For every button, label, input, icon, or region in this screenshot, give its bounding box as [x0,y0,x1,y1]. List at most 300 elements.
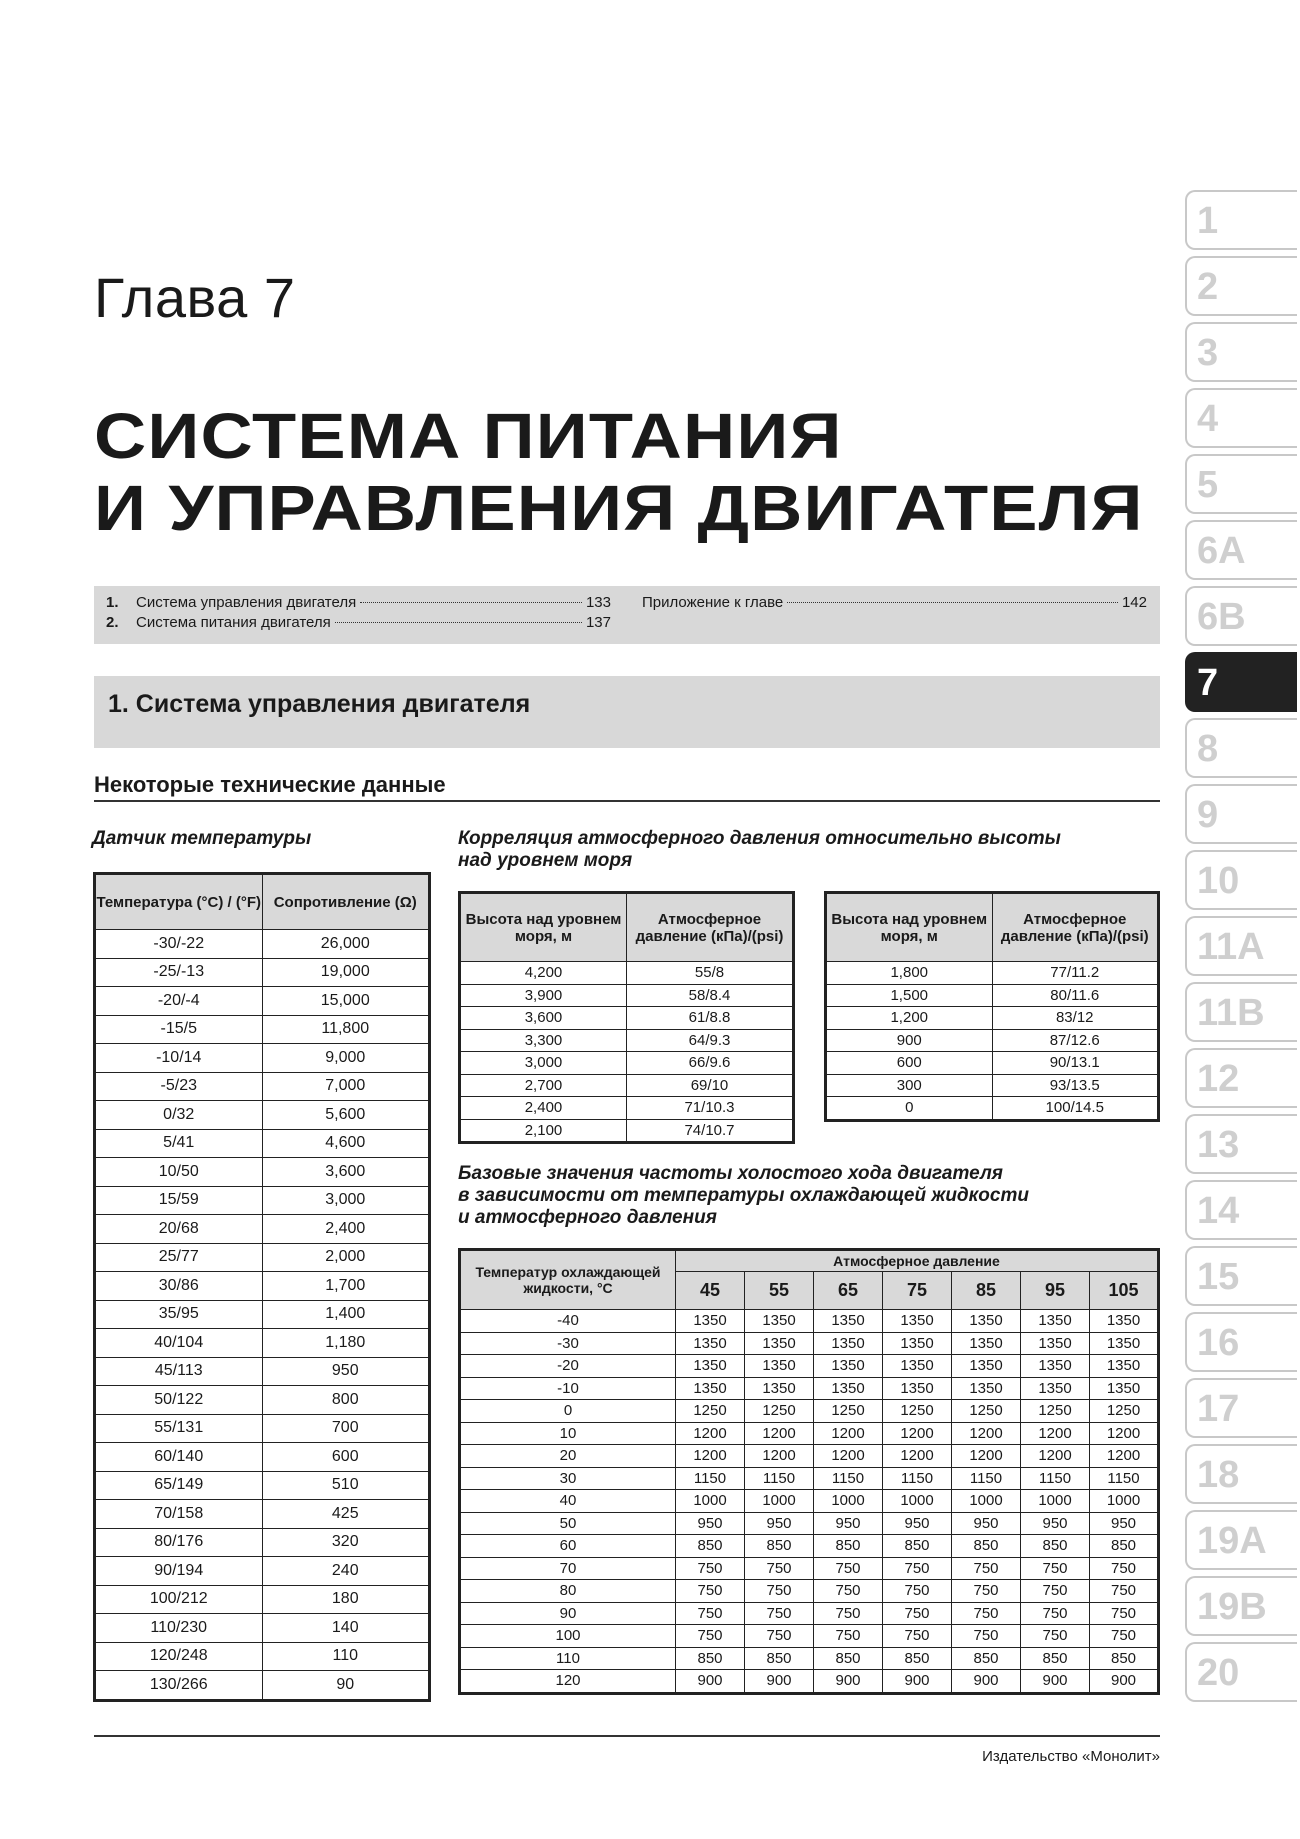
coolant-temp-cell: -10 [460,1377,676,1400]
resistance-cell: 700 [262,1414,430,1443]
idle-rpm-cell: 1000 [1090,1490,1159,1513]
table-row [95,1329,430,1358]
chapter-tab-label: 16 [1197,1322,1240,1364]
table-row [95,1129,430,1158]
altitude-cell: 2,700 [460,1074,627,1097]
chapter-tab-11b[interactable] [1185,982,1297,1042]
coolant-temp-cell: 120 [460,1670,676,1694]
pressure-cell: 58/8.4 [627,984,794,1007]
idle-rpm-cell: 1350 [676,1310,745,1333]
chapter-tab-label: 7 [1197,662,1219,704]
idle-rpm-cell: 900 [883,1670,952,1694]
pressure-cell: 71/10.3 [627,1097,794,1120]
pressure-cell: 83/12 [992,1007,1159,1030]
toc-leader [335,621,582,623]
table-row [460,1119,794,1143]
coolant-temp-cell: -20 [460,1355,676,1378]
idle-rpm-cell: 1250 [952,1400,1021,1423]
resistance-cell: 180 [262,1585,430,1614]
chapter-tab-6a[interactable] [1185,520,1297,580]
temperature-cell: 55/131 [95,1414,263,1443]
resistance-cell: 320 [262,1528,430,1557]
table-row [460,1332,1159,1355]
idle-rpm-cell: 1350 [952,1377,1021,1400]
altitude-cell: 3,000 [460,1052,627,1075]
table-row [460,1029,794,1052]
pressure-cell: 90/13.1 [992,1052,1159,1075]
table-row [460,1422,1159,1445]
idle-speed-table [458,1248,1160,1695]
altitude-cell: 3,600 [460,1007,627,1030]
pressure-header: 75 [883,1272,952,1310]
idle-rpm-cell: 750 [814,1625,883,1648]
temperature-cell: 45/113 [95,1357,263,1386]
chapter-tab-label: 11B [1197,992,1265,1034]
idle-rpm-cell: 1250 [745,1400,814,1423]
temperature-cell: -15/5 [95,1015,263,1044]
table-row [460,1490,1159,1513]
resistance-cell: 4,600 [262,1129,430,1158]
toc-item-text: Система питания двигателя [136,614,331,631]
section-title: 1. Система управления двигателя [108,690,531,718]
idle-rpm-cell: 750 [1090,1602,1159,1625]
idle-rpm-cell: 750 [676,1580,745,1603]
temperature-cell: -30/-22 [95,930,263,959]
temperature-cell: 50/122 [95,1386,263,1415]
table-row [826,1052,1159,1075]
idle-rpm-cell: 750 [1090,1625,1159,1648]
table-row [95,1585,430,1614]
altitude-cell: 600 [826,1052,993,1075]
temperature-cell: 120/248 [95,1642,263,1671]
table-row [460,962,794,985]
chapter-tab-8[interactable] [1185,718,1297,778]
idle-rpm-cell: 750 [952,1602,1021,1625]
pressure-header: 105 [1090,1272,1159,1310]
table-row [826,1029,1159,1052]
altitude-cell: 3,300 [460,1029,627,1052]
table-row [95,1186,430,1215]
column-header: Атмосферное давление (кПа)/(psi) [627,893,794,962]
idle-rpm-cell: 1350 [1090,1377,1159,1400]
pressure-cell: 77/11.2 [992,962,1159,985]
coolant-temp-cell: 70 [460,1557,676,1580]
idle-rpm-cell: 850 [676,1647,745,1670]
idle-rpm-cell: 750 [745,1602,814,1625]
idle-rpm-cell: 750 [1090,1557,1159,1580]
table-row [95,1158,430,1187]
idle-rpm-cell: 1350 [1021,1355,1090,1378]
table-row [460,1625,1159,1648]
pressure-cell: 61/8.8 [627,1007,794,1030]
table-row [460,1602,1159,1625]
chapter-tab-15[interactable] [1185,1246,1297,1306]
chapter-tab-20[interactable] [1185,1642,1297,1702]
chapter-tab-label: 11A [1197,926,1265,968]
idle-rpm-cell: 1200 [814,1445,883,1468]
chapter-tab-label: 15 [1197,1256,1240,1298]
resistance-cell: 1,400 [262,1300,430,1329]
idle-rpm-cell: 1000 [952,1490,1021,1513]
temperature-cell: 35/95 [95,1300,263,1329]
temp-sensor-caption: Датчик температуры [92,828,312,849]
chapter-tab-17[interactable] [1185,1378,1297,1438]
table-row [95,1557,430,1586]
idle-rpm-cell: 1350 [745,1355,814,1378]
publisher: Издательство «Монолит» [982,1748,1160,1765]
table-row [460,1445,1159,1468]
coolant-temp-cell: 50 [460,1512,676,1535]
idle-rpm-cell: 1350 [1090,1332,1159,1355]
resistance-cell: 600 [262,1443,430,1472]
chapter-tab-label: 3 [1197,332,1219,374]
altitude-table-right [824,891,1160,1122]
chapter-tab-label: 5 [1197,464,1219,506]
chapter-tab-label: 19B [1197,1586,1267,1628]
idle-rpm-cell: 1350 [745,1310,814,1333]
pressure-header: 85 [952,1272,1021,1310]
column-header: Атмосферное давление (кПа)/(psi) [992,893,1159,962]
toc-item-page: 142 [1121,594,1147,611]
temperature-cell: -25/-13 [95,958,263,987]
idle-caption-line: Базовые значения частоты холостого хода двигателя [458,1163,1003,1184]
table-row [95,1300,430,1329]
idle-rpm-cell: 850 [814,1647,883,1670]
chapter-tab-label: 14 [1197,1190,1240,1232]
idle-rpm-cell: 850 [1021,1647,1090,1670]
idle-rpm-cell: 750 [952,1557,1021,1580]
table-row [95,930,430,959]
idle-rpm-cell: 1350 [952,1310,1021,1333]
chapter-tab-label: 19A [1197,1520,1267,1562]
altitude-cell: 3,900 [460,984,627,1007]
table-row [95,1357,430,1386]
toc-item-number: 2. [106,614,119,631]
resistance-cell: 90 [262,1671,430,1701]
pressure-header: 65 [814,1272,883,1310]
temperature-cell: -5/23 [95,1072,263,1101]
idle-rpm-cell: 1350 [952,1332,1021,1355]
table-row [95,1215,430,1244]
idle-rpm-cell: 850 [745,1647,814,1670]
idle-rpm-cell: 900 [1090,1670,1159,1694]
chapter-tab-label: 9 [1197,794,1219,836]
resistance-cell: 110 [262,1642,430,1671]
idle-rpm-cell: 1150 [1090,1467,1159,1490]
chapter-title [94,400,1144,544]
idle-rpm-cell: 1350 [814,1310,883,1333]
table-row [95,1015,430,1044]
table-row [460,1647,1159,1670]
idle-rpm-cell: 1000 [1021,1490,1090,1513]
chapter-tab-label: 1 [1197,200,1219,242]
column-header: Температура (°C) / (°F) [95,874,263,930]
idle-rpm-cell: 1350 [814,1355,883,1378]
resistance-cell: 800 [262,1386,430,1415]
pressure-header: 45 [676,1272,745,1310]
resistance-cell: 3,600 [262,1158,430,1187]
temperature-cell: 80/176 [95,1528,263,1557]
chapter-tab-label: 2 [1197,266,1219,308]
altitude-cell: 900 [826,1029,993,1052]
resistance-cell: 1,700 [262,1272,430,1301]
temperature-cell: 20/68 [95,1215,263,1244]
chapter-tab-14[interactable] [1185,1180,1297,1240]
idle-rpm-cell: 1250 [883,1400,952,1423]
row-header: Температур охлаждающей жидкости, °C [460,1250,676,1310]
temperature-cell: 65/149 [95,1471,263,1500]
idle-rpm-cell: 1150 [814,1467,883,1490]
idle-rpm-cell: 1350 [745,1377,814,1400]
idle-rpm-cell: 1150 [1021,1467,1090,1490]
idle-rpm-cell: 900 [1021,1670,1090,1694]
table-row [95,1471,430,1500]
table-row [95,987,430,1016]
resistance-cell: 2,400 [262,1215,430,1244]
idle-rpm-cell: 750 [1021,1580,1090,1603]
coolant-temp-cell: 90 [460,1602,676,1625]
chapter-title-line-2: И УПРАВЛЕНИЯ ДВИГАТЕЛЯ [94,472,1144,544]
idle-rpm-cell: 750 [883,1580,952,1603]
idle-rpm-cell: 750 [745,1625,814,1648]
table-row [460,1512,1159,1535]
temperature-cell: 130/266 [95,1671,263,1701]
idle-rpm-cell: 950 [1021,1512,1090,1535]
idle-rpm-cell: 1150 [745,1467,814,1490]
table-row [95,1614,430,1643]
pressure-group-header: Атмосферное давление [676,1250,1159,1272]
idle-rpm-cell: 1200 [745,1445,814,1468]
idle-caption-line: в зависимости от температуры охлаждающей жидкости [458,1185,1029,1206]
altitude-caption-line: над уровнем моря [458,850,633,871]
chapter-tab-4[interactable] [1185,388,1297,448]
chapter-tab-label: 4 [1197,398,1219,440]
idle-rpm-cell: 1200 [676,1445,745,1468]
table-row [460,1557,1159,1580]
idle-rpm-cell: 1200 [745,1422,814,1445]
idle-rpm-cell: 850 [745,1535,814,1558]
chapter-tab-13[interactable] [1185,1114,1297,1174]
idle-rpm-cell: 750 [1021,1625,1090,1648]
temperature-cell: 40/104 [95,1329,263,1358]
column-header: Сопротивление (Ω) [262,874,430,930]
coolant-temp-cell: 100 [460,1625,676,1648]
temperature-cell: 30/86 [95,1272,263,1301]
toc-item-page: 137 [585,614,611,631]
coolant-temp-cell: 30 [460,1467,676,1490]
altitude-caption-line: Корреляция атмосферного давления относительно высоты [458,828,1061,849]
table-row [95,1243,430,1272]
chapter-tab-11a[interactable] [1185,916,1297,976]
idle-rpm-cell: 1000 [745,1490,814,1513]
table-row [460,1074,794,1097]
chapter-tab-1[interactable] [1185,190,1297,250]
idle-rpm-cell: 950 [883,1512,952,1535]
idle-rpm-cell: 950 [1090,1512,1159,1535]
table-row [826,1074,1159,1097]
table-row [95,1528,430,1557]
table-row [460,1670,1159,1694]
chapter-tab-12[interactable] [1185,1048,1297,1108]
resistance-cell: 425 [262,1500,430,1529]
coolant-temp-cell: 80 [460,1580,676,1603]
pressure-cell: 69/10 [627,1074,794,1097]
pressure-cell: 93/13.5 [992,1074,1159,1097]
toc-item[interactable] [106,594,611,611]
chapter-tab-9[interactable] [1185,784,1297,844]
idle-rpm-cell: 750 [883,1602,952,1625]
temperature-cell: 100/212 [95,1585,263,1614]
column-header: Высота над уровнем моря, м [460,893,627,962]
table-row [95,1443,430,1472]
idle-rpm-cell: 750 [745,1580,814,1603]
idle-rpm-cell: 1350 [745,1332,814,1355]
idle-rpm-cell: 1350 [1090,1355,1159,1378]
idle-rpm-cell: 750 [952,1580,1021,1603]
idle-rpm-cell: 950 [814,1512,883,1535]
pressure-header: 95 [1021,1272,1090,1310]
idle-rpm-cell: 1200 [814,1422,883,1445]
chapter-tab-3[interactable] [1185,322,1297,382]
resistance-cell: 19,000 [262,958,430,987]
table-row [95,1101,430,1130]
chapter-tab-label: 18 [1197,1454,1240,1496]
altitude-cell: 0 [826,1097,993,1121]
idle-rpm-cell: 850 [883,1535,952,1558]
resistance-cell: 7,000 [262,1072,430,1101]
table-row [95,1642,430,1671]
table-body [95,930,430,1701]
idle-rpm-cell: 750 [814,1602,883,1625]
coolant-temp-cell: -30 [460,1332,676,1355]
resistance-cell: 510 [262,1471,430,1500]
temperature-cell: -20/-4 [95,987,263,1016]
idle-rpm-cell: 1350 [676,1332,745,1355]
altitude-cell: 1,200 [826,1007,993,1030]
altitude-table-left [458,891,795,1144]
resistance-cell: 26,000 [262,930,430,959]
resistance-cell: 15,000 [262,987,430,1016]
idle-rpm-cell: 1200 [1090,1422,1159,1445]
toc-item-text: Система управления двигателя [136,594,357,611]
idle-rpm-cell: 1350 [676,1355,745,1378]
temperature-cell: 10/50 [95,1158,263,1187]
idle-rpm-cell: 1150 [676,1467,745,1490]
idle-rpm-cell: 850 [814,1535,883,1558]
idle-rpm-cell: 1350 [1021,1310,1090,1333]
table-row [460,1580,1159,1603]
idle-rpm-cell: 1000 [814,1490,883,1513]
table-body [460,1310,1159,1694]
table-row [460,1007,794,1030]
chapter-tab-6b[interactable] [1185,586,1297,646]
coolant-temp-cell: 60 [460,1535,676,1558]
idle-rpm-cell: 850 [1090,1647,1159,1670]
coolant-temp-cell: 10 [460,1422,676,1445]
idle-rpm-cell: 750 [1021,1557,1090,1580]
temperature-cell: 90/194 [95,1557,263,1586]
table-row [826,962,1159,985]
temperature-cell: 25/77 [95,1243,263,1272]
chapter-tab-18[interactable] [1185,1444,1297,1504]
idle-rpm-cell: 1350 [1090,1310,1159,1333]
table-row [460,1052,794,1075]
altitude-caption [458,828,1061,872]
chapter-tab-19b[interactable] [1185,1576,1297,1636]
idle-rpm-cell: 750 [814,1557,883,1580]
coolant-temp-cell: 110 [460,1647,676,1670]
toc-item-number: 1. [106,594,119,611]
idle-rpm-cell: 950 [952,1512,1021,1535]
table-row [95,1386,430,1415]
pressure-cell: 87/12.6 [992,1029,1159,1052]
idle-rpm-cell: 900 [676,1670,745,1694]
idle-rpm-cell: 1350 [883,1310,952,1333]
chapter-tab-19a[interactable] [1185,1510,1297,1570]
resistance-cell: 140 [262,1614,430,1643]
temperature-cell: -10/14 [95,1044,263,1073]
idle-rpm-cell: 1150 [883,1467,952,1490]
temperature-cell: 60/140 [95,1443,263,1472]
toc-item-page: 133 [585,594,611,611]
idle-rpm-cell: 1200 [1090,1445,1159,1468]
toc-item[interactable] [106,614,611,631]
altitude-cell: 1,800 [826,962,993,985]
toc-item[interactable] [642,594,1147,611]
idle-rpm-cell: 850 [952,1647,1021,1670]
idle-caption [458,1163,1029,1229]
table-row [460,1535,1159,1558]
pressure-header: 55 [745,1272,814,1310]
altitude-cell: 2,100 [460,1119,627,1143]
coolant-temp-cell: -40 [460,1310,676,1333]
coolant-temp-cell: 40 [460,1490,676,1513]
toc-leader [787,601,1118,603]
idle-rpm-cell: 750 [745,1557,814,1580]
resistance-cell: 2,000 [262,1243,430,1272]
idle-rpm-cell: 1000 [883,1490,952,1513]
resistance-cell: 240 [262,1557,430,1586]
temperature-cell: 110/230 [95,1614,263,1643]
pressure-cell: 66/9.6 [627,1052,794,1075]
resistance-cell: 9,000 [262,1044,430,1073]
chapter-tab-label: 6B [1197,596,1246,638]
idle-rpm-cell: 1150 [952,1467,1021,1490]
idle-rpm-cell: 750 [676,1557,745,1580]
chapter-tab-2[interactable] [1185,256,1297,316]
footer-divider [94,1735,1160,1737]
coolant-temp-cell: 20 [460,1445,676,1468]
idle-rpm-cell: 950 [745,1512,814,1535]
resistance-cell: 1,180 [262,1329,430,1358]
idle-rpm-cell: 850 [952,1535,1021,1558]
idle-rpm-cell: 850 [1021,1535,1090,1558]
idle-rpm-cell: 900 [952,1670,1021,1694]
table-row [95,1414,430,1443]
table-row [95,1044,430,1073]
chapter-tab-16[interactable] [1185,1312,1297,1372]
idle-rpm-cell: 1200 [952,1445,1021,1468]
idle-rpm-cell: 750 [952,1625,1021,1648]
idle-rpm-cell: 1350 [814,1377,883,1400]
pressure-cell: 64/9.3 [627,1029,794,1052]
chapter-tab-5[interactable] [1185,454,1297,514]
chapter-tab-7[interactable] [1185,652,1297,712]
temperature-cell: 15/59 [95,1186,263,1215]
table-body [826,962,1159,1121]
chapter-tab-10[interactable] [1185,850,1297,910]
table-row [460,984,794,1007]
